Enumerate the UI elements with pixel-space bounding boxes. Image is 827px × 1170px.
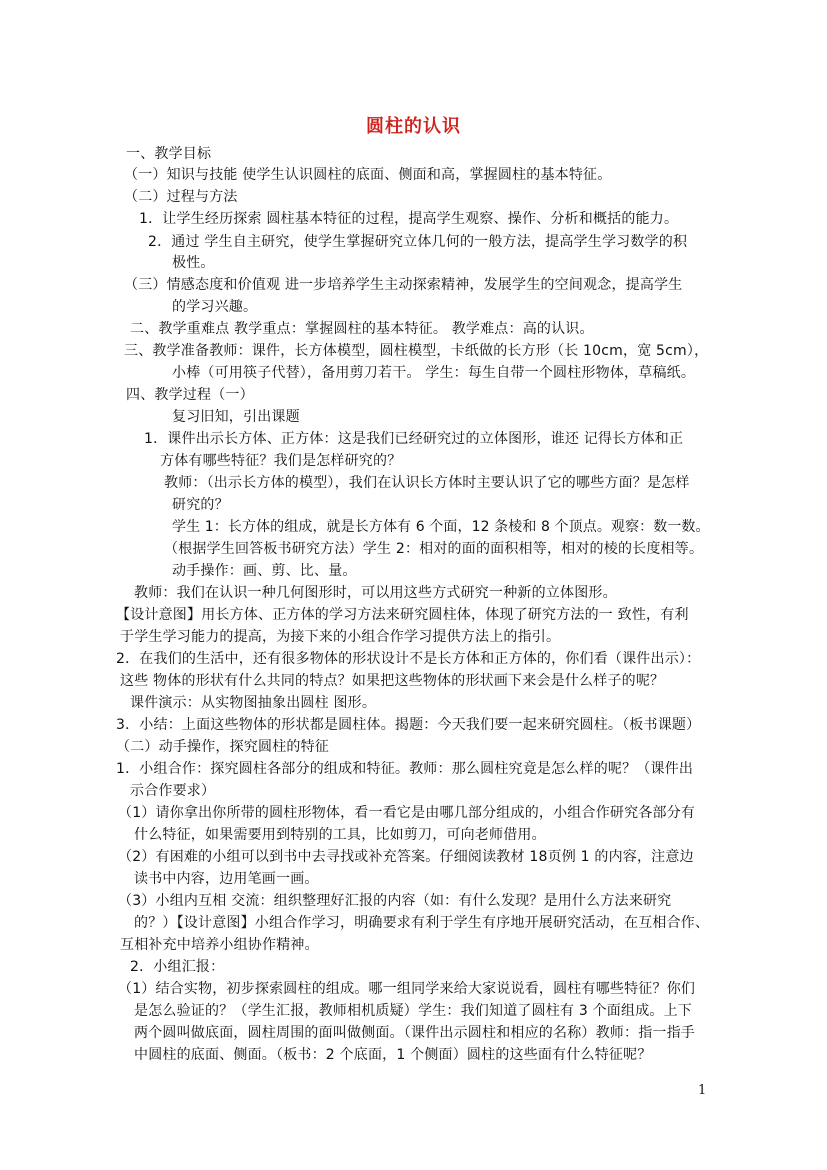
paragraph-line: 学生 1：长方体的组成，就是长方体有 6 个面，12 条棱和 8 个顶点。观察：数一数。 bbox=[172, 519, 710, 535]
paragraph-line: 读书中内容，边用笔画一画。 bbox=[134, 871, 319, 887]
paragraph-line: 【设计意图】用长方体、正方体的学习方法来研究圆柱体，体现了研究方法的一 致性，有利 bbox=[116, 607, 689, 623]
paragraph-line: 两个圆叫做底面，圆柱周围的面叫做侧面。（课件出示圆柱和相应的名称）教师：指一指手 bbox=[134, 1025, 695, 1041]
document-title: 圆柱的认识 bbox=[366, 116, 461, 137]
paragraph-line: （二）动手操作，探究圆柱的特征 bbox=[116, 739, 329, 755]
paragraph-line: （根据学生回答板书研究方法）学生 2：相对的面的面积相等，相对的棱的长度相等。 bbox=[164, 541, 704, 557]
paragraph-line: 示合作要求） bbox=[130, 783, 216, 799]
paragraph-line: 四、教学过程（一） bbox=[126, 387, 254, 403]
page-number: 1 bbox=[698, 1083, 707, 1098]
paragraph-line: 中圆柱的底面、侧面。（板书：2 个底面，1 个侧面）圆柱的这些面有什么特征呢？ bbox=[134, 1047, 652, 1063]
paragraph-line: 方体有哪些特征？我们是怎样研究的？ bbox=[160, 453, 402, 469]
paragraph-line: 的学习兴趣。 bbox=[172, 299, 258, 315]
paragraph-line: （3）小组内互相 交流：组织整理好汇报的内容（如：有什么发现？是用什么方法来研究 bbox=[118, 893, 672, 909]
paragraph-line: 2．小组汇报： bbox=[130, 959, 225, 975]
paragraph-line: （2）有困难的小组可以到书中去寻找或补充答案。仔细阅读教材 18页例 1 的内容，注意边 bbox=[118, 849, 694, 865]
paragraph-line: 2．在我们的生活中，还有很多物体的形状设计不是长方体和正方体的，你们看（课件出示）： bbox=[116, 651, 701, 667]
paragraph-line: 教师：（出示长方体的模型），我们在认识长方体时主要认识了它的哪些方面？是怎样 bbox=[164, 475, 690, 491]
paragraph-line: （1）请你拿出你所带的圆柱形物体，看一看它是由哪几部分组成的，小组合作研究各部分有 bbox=[118, 805, 696, 821]
paragraph-line: （一）知识与技能 使学生认识圆柱的底面、侧面和高，掌握圆柱的基本特征。 bbox=[124, 167, 612, 183]
paragraph-line: 一、教学目标 bbox=[126, 146, 212, 162]
paragraph-line: （1）结合实物，初步探索圆柱的组成。哪一组同学来给大家说说看，圆柱有哪些特征？你们 bbox=[118, 981, 696, 997]
paragraph-line: 课件演示：从实物图抽象出圆柱 图形。 bbox=[130, 695, 377, 711]
paragraph-line: 这些 物体的形状有什么共同的特点？如果把这些物体的形状画下来会是什么样子的呢？ bbox=[120, 673, 665, 689]
paragraph-line: 研究的？ bbox=[172, 497, 229, 513]
paragraph-line: 1．课件出示长方体、正方体：这是我们已经研究过的立体图形，谁还 记得长方体和正 bbox=[144, 431, 684, 447]
paragraph-line: 动手操作：画、剪、比、量。 bbox=[172, 563, 357, 579]
paragraph-line: 的？）【设计意图】小组合作学习，明确要求有利于学生有序地开展研究活动，在互相合作、 bbox=[134, 915, 710, 931]
paragraph-line: 于学生学习能力的提高，为接下来的小组合作学习提供方法上的指引。 bbox=[120, 629, 561, 645]
paragraph-line: 1．小组合作：探究圆柱各部分的组成和特征。教师：那么圆柱究竟是怎么样的呢？（课件出 bbox=[116, 761, 694, 777]
paragraph-line: 小棒（可用筷子代替），备用剪刀若干。 学生：每生自带一个圆柱形物体，草稿纸。 bbox=[172, 365, 696, 381]
paragraph-line: 教师：我们在认识一种几何图形时，可以用这些方式研究一种新的立体图形。 bbox=[134, 585, 617, 601]
paragraph-line: （二）过程与方法 bbox=[124, 189, 238, 205]
paragraph-line: （三）情感态度和价值观 进一步培养学生主动探索精神，发展学生的空间观念，提高学生 bbox=[124, 277, 683, 293]
paragraph-line: 三、教学准备教师：课件，长方体模型，圆柱模型，卡纸做的长方形（长 10cm，宽 5cm）， bbox=[124, 343, 709, 359]
paragraph-line: 2．通过 学生自主研究，使学生掌握研究立体几何的一般方法，提高学生学习数学的积 bbox=[148, 234, 688, 250]
paragraph-line: 复习旧知，引出课题 bbox=[172, 409, 300, 425]
paragraph-line: 3．小结：上面这些物体的形状都是圆柱体。揭题：今天我们要一起来研究圆柱。（板书课题） bbox=[116, 717, 701, 733]
paragraph-line: 互相补充中培养小组协作精神。 bbox=[120, 937, 319, 953]
paragraph-line: 什么特征，如果需要用到特别的工具，比如剪刀，可向老师借用。 bbox=[134, 827, 546, 843]
paragraph-line: 1．让学生经历探索 圆柱基本特征的过程，提高学生观察、操作、分析和概括的能力。 bbox=[139, 211, 679, 227]
paragraph-line: 二、教学重难点 教学重点：掌握圆柱的基本特征。 教学难点：高的认识。 bbox=[130, 321, 594, 337]
paragraph-line: 极性。 bbox=[172, 255, 215, 271]
paragraph-line: 是怎么验证的？（学生汇报，教师相机质疑）学生：我们知道了圆柱有 3 个面组成。上下 bbox=[134, 1003, 693, 1019]
